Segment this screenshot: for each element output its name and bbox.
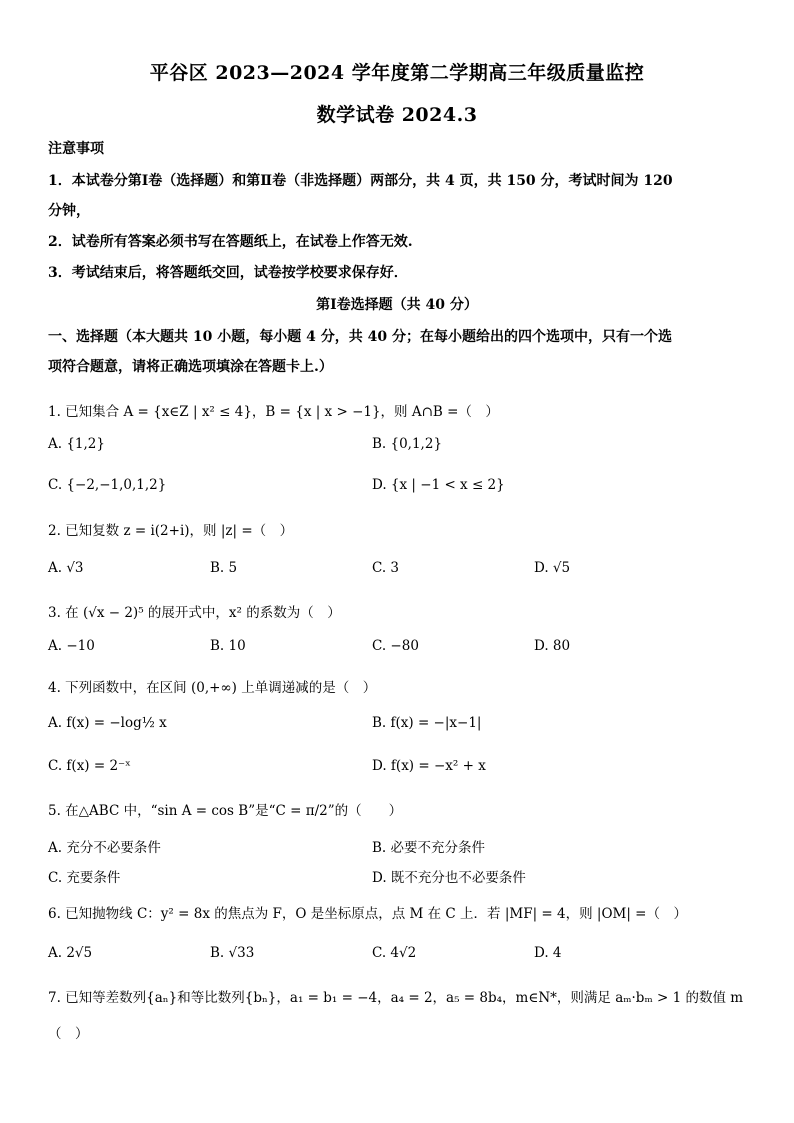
question-2-option-d[interactable]: D. √5 <box>534 560 571 576</box>
section-heading: 第Ⅰ卷选择题（共 40 分） <box>316 297 478 313</box>
question-3-option-b[interactable]: B. 10 <box>210 638 246 654</box>
question-1-stem: 1. 已知集合 A = {x∈Z | x² ≤ 4}，B = {x | x > −1}，则 A∩B =（ ） <box>48 404 499 420</box>
question-1-option-d[interactable]: D. {x | −1 < x ≤ 2} <box>372 477 505 493</box>
exam-title: 平谷区 2023—2024 学年度第二学期高三年级质量监控 <box>149 62 645 84</box>
question-4-option-d[interactable]: D. f(x) = −x² + x <box>372 758 486 774</box>
question-7-stem: 7. 已知等差数列{aₙ}和等比数列{bₙ}，a₁ = b₁ = −4，a₄ = 2，a₅ = 8b₄，m∈N*，则满足 aₘ·bₘ > 1 的数值 m <box>48 990 744 1006</box>
notes-heading: 注意事项 <box>48 141 104 157</box>
question-3-option-c[interactable]: C. −80 <box>372 638 419 654</box>
question-6-option-c[interactable]: C. 4√2 <box>372 945 417 961</box>
question-1-option-c[interactable]: C. {−2,−1,0,1,2} <box>48 477 167 493</box>
question-4-stem: 4. 下列函数中，在区间 (0,+∞) 上单调递减的是（ ） <box>48 680 377 696</box>
note-item-1: 1．本试卷分第Ⅰ卷（选择题）和第Ⅱ卷（非选择题）两部分，共 4 页，共 150 分，考试时间为 120 <box>48 173 673 189</box>
question-5-option-c[interactable]: C. 充要条件 <box>48 870 121 886</box>
note-item-3: 3．考试结束后，将答题纸交回，试卷按学校要求保存好． <box>48 265 408 281</box>
question-4-option-b[interactable]: B. f(x) = −|x−1| <box>372 715 482 731</box>
question-2-stem: 2. 已知复数 z = i(2+i)，则 |z| =（ ） <box>48 523 294 539</box>
question-6-stem: 6. 已知抛物线 C：y² = 8x 的焦点为 F，O 是坐标原点，点 M 在 C 上．若 |MF| = 4，则 |OM| =（ ） <box>48 906 687 922</box>
question-6-option-b[interactable]: B. √33 <box>210 945 255 961</box>
section-intro-cont: 项符合题意，请将正确选项填涂在答题卡上.） <box>48 359 333 375</box>
section-intro: 一、选择题（本大题共 10 小题，每小题 4 分，共 40 分；在每小题给出的四个选项中，只有一个选 <box>48 329 672 345</box>
question-6-option-d[interactable]: D. 4 <box>534 945 562 961</box>
question-4-option-a[interactable]: A. f(x) = −log½ x <box>48 715 167 731</box>
question-2-option-b[interactable]: B. 5 <box>210 560 238 576</box>
question-1-option-b[interactable]: B. {0,1,2} <box>372 436 443 452</box>
question-3-stem: 3. 在 (√x − 2)⁵ 的展开式中，x² 的系数为（ ） <box>48 605 341 621</box>
question-1-option-a[interactable]: A. {1,2} <box>48 436 105 452</box>
question-5-option-a[interactable]: A. 充分不必要条件 <box>48 840 161 856</box>
question-2-option-c[interactable]: C. 3 <box>372 560 400 576</box>
question-2-option-a[interactable]: A. √3 <box>48 560 84 576</box>
exam-subtitle: 数学试卷 2024.3 <box>316 104 478 126</box>
note-item-2: 2．试卷所有答案必须书写在答题纸上，在试卷上作答无效. <box>48 234 413 250</box>
question-5-option-d[interactable]: D. 既不充分也不必要条件 <box>372 870 526 886</box>
question-3-option-d[interactable]: D. 80 <box>534 638 571 654</box>
question-5-option-b[interactable]: B. 必要不充分条件 <box>372 840 486 856</box>
question-7-stem-cont: （ ） <box>48 1026 89 1042</box>
question-3-option-a[interactable]: A. −10 <box>48 638 95 654</box>
note-item-1-cont: 分钟， <box>48 203 90 219</box>
question-6-option-a[interactable]: A. 2√5 <box>48 945 93 961</box>
question-4-option-c[interactable]: C. f(x) = 2⁻ˣ <box>48 758 131 774</box>
question-5-stem: 5. 在△ABC 中，“sin A = cos B”是“C = π/2”的（ ） <box>48 803 403 819</box>
